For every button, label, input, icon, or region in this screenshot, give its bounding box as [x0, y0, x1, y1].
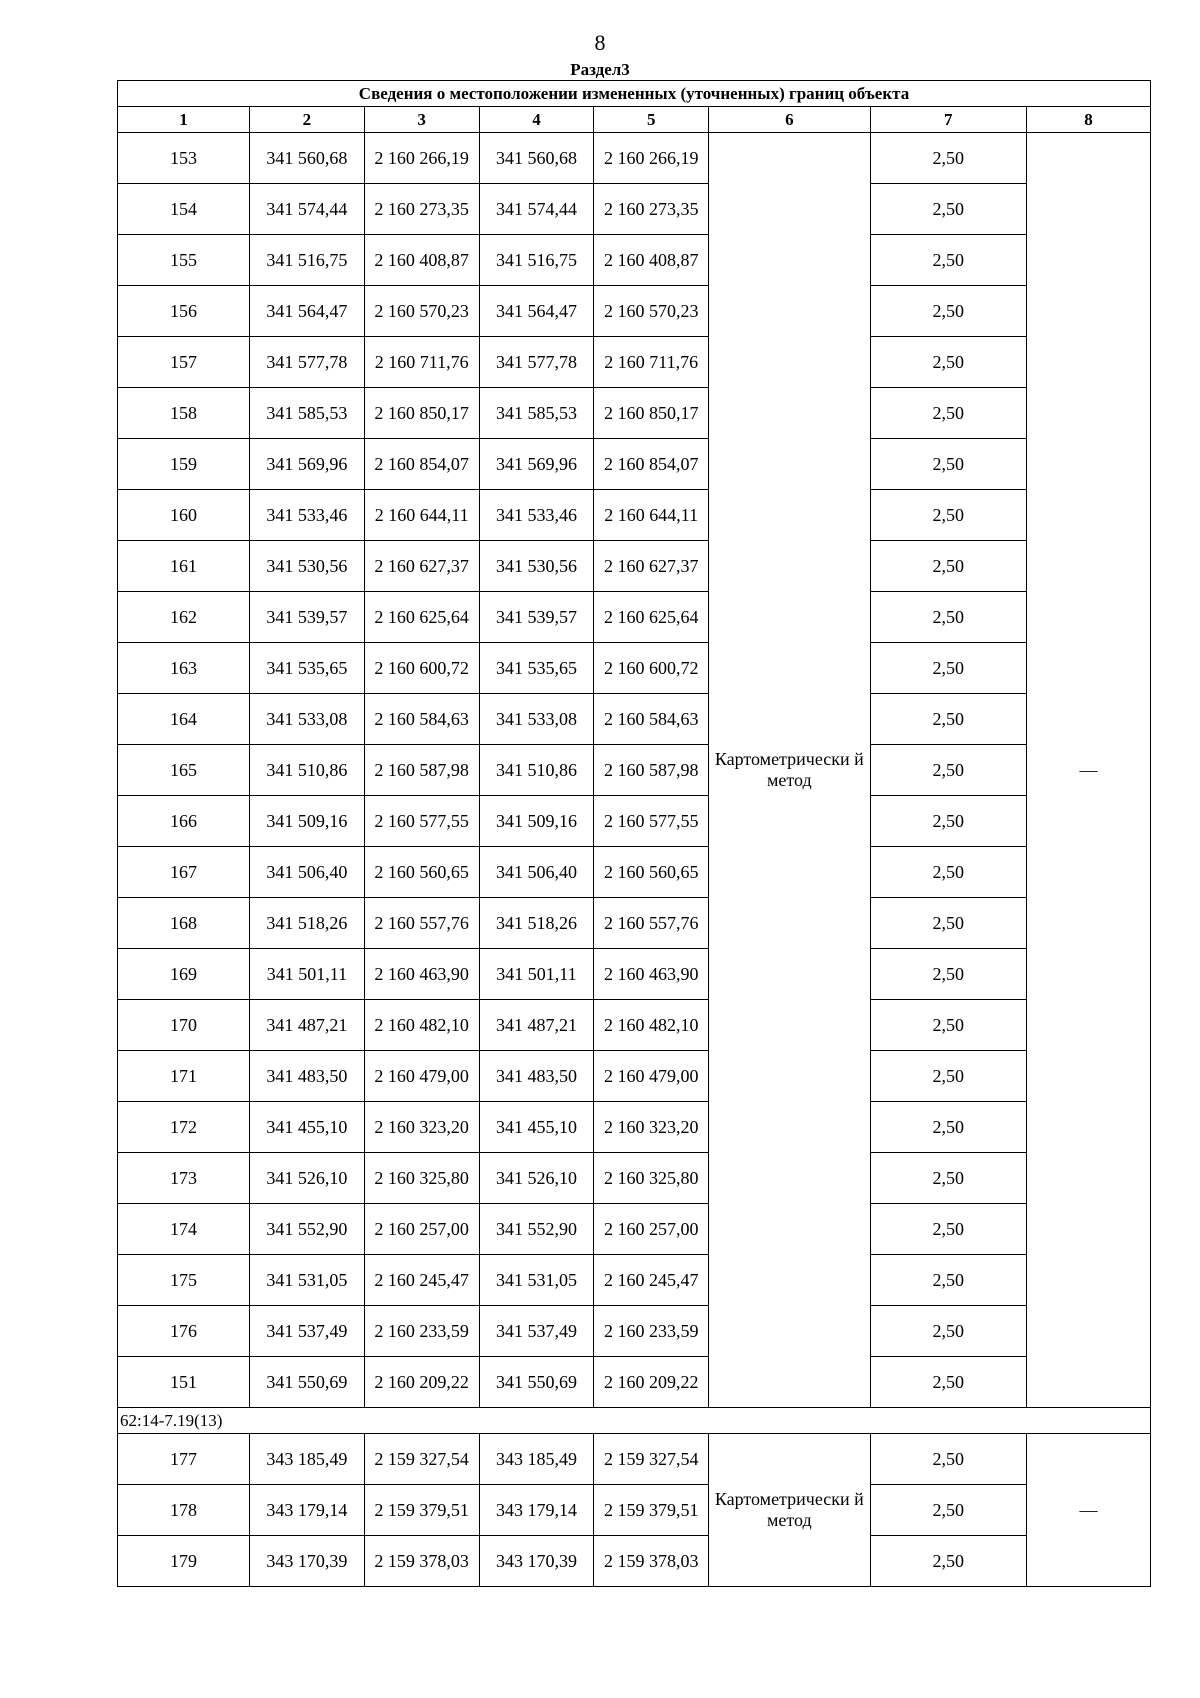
table-row	[118, 694, 1151, 745]
coord-y-existing: 2 160 273,35	[364, 184, 479, 235]
note-cell: —	[1026, 1434, 1150, 1587]
table-row	[118, 541, 1151, 592]
coord-x-existing: 341 564,47	[250, 286, 365, 337]
coord-x-refined: 341 552,90	[479, 1204, 594, 1255]
point-number: 158	[118, 388, 250, 439]
point-number: 170	[118, 1000, 250, 1051]
coord-x-existing: 341 552,90	[250, 1204, 365, 1255]
coord-x-refined: 341 518,26	[479, 898, 594, 949]
point-number: 155	[118, 235, 250, 286]
coord-x-existing: 341 537,49	[250, 1306, 365, 1357]
accuracy-value: 2,50	[870, 1434, 1026, 1485]
coord-y-existing: 2 159 378,03	[364, 1536, 479, 1587]
coord-x-existing: 341 531,05	[250, 1255, 365, 1306]
point-number: 154	[118, 184, 250, 235]
coord-y-refined: 2 160 557,76	[594, 898, 709, 949]
coord-y-refined: 2 160 627,37	[594, 541, 709, 592]
table-row	[118, 490, 1151, 541]
coord-x-existing: 341 569,96	[250, 439, 365, 490]
coord-y-refined: 2 160 209,22	[594, 1357, 709, 1408]
accuracy-value: 2,50	[870, 847, 1026, 898]
coord-y-existing: 2 160 245,47	[364, 1255, 479, 1306]
accuracy-value: 2,50	[870, 490, 1026, 541]
point-number: 179	[118, 1536, 250, 1587]
coord-x-refined: 341 535,65	[479, 643, 594, 694]
point-number: 178	[118, 1485, 250, 1536]
point-number: 167	[118, 847, 250, 898]
table-row	[118, 1434, 1151, 1485]
coord-y-refined: 2 159 378,03	[594, 1536, 709, 1587]
coord-x-existing: 341 560,68	[250, 133, 365, 184]
point-number: 162	[118, 592, 250, 643]
coord-y-existing: 2 159 327,54	[364, 1434, 479, 1485]
accuracy-value: 2,50	[870, 1102, 1026, 1153]
coord-x-existing: 343 170,39	[250, 1536, 365, 1587]
coord-y-refined: 2 160 463,90	[594, 949, 709, 1000]
coord-y-refined: 2 160 479,00	[594, 1051, 709, 1102]
coord-x-refined: 341 577,78	[479, 337, 594, 388]
coord-y-existing: 2 160 325,80	[364, 1153, 479, 1204]
coord-y-existing: 2 160 233,59	[364, 1306, 479, 1357]
accuracy-value: 2,50	[870, 1536, 1026, 1587]
table-row	[118, 1204, 1151, 1255]
accuracy-value: 2,50	[870, 796, 1026, 847]
table-row	[118, 1102, 1151, 1153]
coord-y-refined: 2 160 711,76	[594, 337, 709, 388]
accuracy-value: 2,50	[870, 1204, 1026, 1255]
accuracy-value: 2,50	[870, 1000, 1026, 1051]
column-header: 6	[709, 107, 870, 133]
coord-x-existing: 341 487,21	[250, 1000, 365, 1051]
coord-y-refined: 2 160 408,87	[594, 235, 709, 286]
accuracy-value: 2,50	[870, 1306, 1026, 1357]
accuracy-value: 2,50	[870, 643, 1026, 694]
accuracy-value: 2,50	[870, 1153, 1026, 1204]
coord-y-existing: 2 160 625,64	[364, 592, 479, 643]
accuracy-value: 2,50	[870, 439, 1026, 490]
coord-y-existing: 2 160 627,37	[364, 541, 479, 592]
coord-x-refined: 341 510,86	[479, 745, 594, 796]
coord-y-existing: 2 160 482,10	[364, 1000, 479, 1051]
table-row	[118, 1051, 1151, 1102]
coord-y-existing: 2 160 266,19	[364, 133, 479, 184]
table-row	[118, 1000, 1151, 1051]
coord-x-existing: 341 518,26	[250, 898, 365, 949]
point-number: 153	[118, 133, 250, 184]
accuracy-value: 2,50	[870, 694, 1026, 745]
page-number: 8	[594, 30, 606, 55]
accuracy-value: 2,50	[870, 235, 1026, 286]
coord-x-existing: 341 483,50	[250, 1051, 365, 1102]
coord-x-refined: 341 537,49	[479, 1306, 594, 1357]
coord-x-refined: 341 564,47	[479, 286, 594, 337]
point-number: 177	[118, 1434, 250, 1485]
coord-x-refined: 343 170,39	[479, 1536, 594, 1587]
coord-y-refined: 2 160 273,35	[594, 184, 709, 235]
coord-y-existing: 2 160 587,98	[364, 745, 479, 796]
accuracy-value: 2,50	[870, 286, 1026, 337]
coord-x-existing: 341 455,10	[250, 1102, 365, 1153]
point-number: 166	[118, 796, 250, 847]
coord-y-existing: 2 159 379,51	[364, 1485, 479, 1536]
point-number: 169	[118, 949, 250, 1000]
accuracy-value: 2,50	[870, 949, 1026, 1000]
coord-x-refined: 341 483,50	[479, 1051, 594, 1102]
method-cell: Картометрически й метод	[709, 133, 870, 1408]
point-number: 157	[118, 337, 250, 388]
coord-x-refined: 341 560,68	[479, 133, 594, 184]
coord-y-existing: 2 160 257,00	[364, 1204, 479, 1255]
accuracy-value: 2,50	[870, 388, 1026, 439]
coord-y-refined: 2 160 257,00	[594, 1204, 709, 1255]
point-number: 174	[118, 1204, 250, 1255]
coord-x-refined: 341 539,57	[479, 592, 594, 643]
coord-x-existing: 341 501,11	[250, 949, 365, 1000]
coord-x-existing: 341 585,53	[250, 388, 365, 439]
point-number: 165	[118, 745, 250, 796]
table-row	[118, 439, 1151, 490]
coord-y-refined: 2 160 587,98	[594, 745, 709, 796]
cadastral-label: 62:14-7.19(13)	[118, 1408, 1151, 1434]
coord-x-refined: 341 569,96	[479, 439, 594, 490]
table-row	[118, 1306, 1151, 1357]
coord-y-existing: 2 160 209,22	[364, 1357, 479, 1408]
coord-y-existing: 2 160 644,11	[364, 490, 479, 541]
coord-x-refined: 341 530,56	[479, 541, 594, 592]
coord-x-existing: 341 516,75	[250, 235, 365, 286]
column-header: 2	[250, 107, 365, 133]
column-header: 8	[1026, 107, 1150, 133]
table-row	[118, 592, 1151, 643]
coord-x-existing: 341 539,57	[250, 592, 365, 643]
coord-y-existing: 2 160 560,65	[364, 847, 479, 898]
coord-y-refined: 2 159 327,54	[594, 1434, 709, 1485]
accuracy-value: 2,50	[870, 1051, 1026, 1102]
table-row	[118, 643, 1151, 694]
coord-y-refined: 2 159 379,51	[594, 1485, 709, 1536]
coord-x-existing: 341 509,16	[250, 796, 365, 847]
coord-y-refined: 2 160 245,47	[594, 1255, 709, 1306]
point-number: 159	[118, 439, 250, 490]
coord-y-existing: 2 160 408,87	[364, 235, 479, 286]
coord-x-existing: 341 574,44	[250, 184, 365, 235]
method-cell: Картометрически й метод	[709, 1434, 870, 1587]
table-row	[118, 133, 1151, 184]
table-row	[118, 1357, 1151, 1408]
coord-y-existing: 2 160 323,20	[364, 1102, 479, 1153]
coord-x-existing: 341 535,65	[250, 643, 365, 694]
table-row	[118, 337, 1151, 388]
coord-y-refined: 2 160 560,65	[594, 847, 709, 898]
coord-x-refined: 341 533,08	[479, 694, 594, 745]
table-row	[118, 184, 1151, 235]
point-number: 164	[118, 694, 250, 745]
table-row	[118, 847, 1151, 898]
coord-x-refined: 341 526,10	[479, 1153, 594, 1204]
accuracy-value: 2,50	[870, 1485, 1026, 1536]
coord-y-existing: 2 160 557,76	[364, 898, 479, 949]
table-row	[118, 1153, 1151, 1204]
coord-y-refined: 2 160 325,80	[594, 1153, 709, 1204]
coord-y-existing: 2 160 577,55	[364, 796, 479, 847]
coord-y-existing: 2 160 711,76	[364, 337, 479, 388]
point-number: 163	[118, 643, 250, 694]
coord-x-existing: 343 185,49	[250, 1434, 365, 1485]
accuracy-value: 2,50	[870, 898, 1026, 949]
coord-x-refined: 341 574,44	[479, 184, 594, 235]
accuracy-value: 2,50	[870, 1255, 1026, 1306]
coord-x-refined: 341 531,05	[479, 1255, 594, 1306]
column-header: 4	[479, 107, 594, 133]
coord-y-refined: 2 160 584,63	[594, 694, 709, 745]
column-header: 5	[594, 107, 709, 133]
table-row	[118, 1536, 1151, 1587]
column-header: 1	[118, 107, 250, 133]
coord-x-existing: 341 526,10	[250, 1153, 365, 1204]
accuracy-value: 2,50	[870, 337, 1026, 388]
coord-x-existing: 341 530,56	[250, 541, 365, 592]
point-number: 176	[118, 1306, 250, 1357]
coord-y-refined: 2 160 233,59	[594, 1306, 709, 1357]
coord-x-existing: 341 533,08	[250, 694, 365, 745]
boundary-table	[117, 80, 1151, 1587]
table-row	[118, 388, 1151, 439]
coord-x-existing: 343 179,14	[250, 1485, 365, 1536]
accuracy-value: 2,50	[870, 184, 1026, 235]
accuracy-value: 2,50	[870, 133, 1026, 184]
coord-y-refined: 2 160 600,72	[594, 643, 709, 694]
coord-y-existing: 2 160 479,00	[364, 1051, 479, 1102]
point-number: 173	[118, 1153, 250, 1204]
note-cell: —	[1026, 133, 1150, 1408]
coord-x-refined: 343 179,14	[479, 1485, 594, 1536]
table-row	[118, 1485, 1151, 1536]
coord-y-refined: 2 160 644,11	[594, 490, 709, 541]
accuracy-value: 2,50	[870, 745, 1026, 796]
coord-y-refined: 2 160 323,20	[594, 1102, 709, 1153]
table-row	[118, 796, 1151, 847]
point-number: 175	[118, 1255, 250, 1306]
coord-x-refined: 341 516,75	[479, 235, 594, 286]
coord-x-refined: 341 487,21	[479, 1000, 594, 1051]
coord-x-existing: 341 550,69	[250, 1357, 365, 1408]
coord-y-existing: 2 160 854,07	[364, 439, 479, 490]
point-number: 161	[118, 541, 250, 592]
coord-x-refined: 341 506,40	[479, 847, 594, 898]
coord-y-refined: 2 160 266,19	[594, 133, 709, 184]
accuracy-value: 2,50	[870, 541, 1026, 592]
column-header: 7	[870, 107, 1026, 133]
coord-y-refined: 2 160 570,23	[594, 286, 709, 337]
coord-x-existing: 341 533,46	[250, 490, 365, 541]
accuracy-value: 2,50	[870, 592, 1026, 643]
table-caption: Сведения о местоположении измененных (уточненных) границ объекта	[118, 81, 1151, 107]
coord-x-refined: 343 185,49	[479, 1434, 594, 1485]
table-row	[118, 235, 1151, 286]
coord-x-refined: 341 455,10	[479, 1102, 594, 1153]
coord-y-refined: 2 160 850,17	[594, 388, 709, 439]
coord-y-existing: 2 160 584,63	[364, 694, 479, 745]
coord-x-existing: 341 506,40	[250, 847, 365, 898]
coord-x-refined: 341 501,11	[479, 949, 594, 1000]
table-row	[118, 898, 1151, 949]
coord-y-existing: 2 160 850,17	[364, 388, 479, 439]
accuracy-value: 2,50	[870, 1357, 1026, 1408]
group-row	[118, 1408, 1151, 1434]
coord-x-refined: 341 585,53	[479, 388, 594, 439]
point-number: 168	[118, 898, 250, 949]
point-number: 151	[118, 1357, 250, 1408]
coord-y-existing: 2 160 463,90	[364, 949, 479, 1000]
point-number: 160	[118, 490, 250, 541]
coord-x-refined: 341 550,69	[479, 1357, 594, 1408]
table-row	[118, 745, 1151, 796]
coord-y-refined: 2 160 854,07	[594, 439, 709, 490]
table-row	[118, 949, 1151, 1000]
table-row	[118, 286, 1151, 337]
coord-y-existing: 2 160 570,23	[364, 286, 479, 337]
point-number: 172	[118, 1102, 250, 1153]
coord-x-refined: 341 509,16	[479, 796, 594, 847]
coord-x-existing: 341 577,78	[250, 337, 365, 388]
coord-y-refined: 2 160 625,64	[594, 592, 709, 643]
coord-y-refined: 2 160 577,55	[594, 796, 709, 847]
point-number: 156	[118, 286, 250, 337]
coord-x-refined: 341 533,46	[479, 490, 594, 541]
table-row	[118, 1255, 1151, 1306]
coord-x-existing: 341 510,86	[250, 745, 365, 796]
coord-y-existing: 2 160 600,72	[364, 643, 479, 694]
point-number: 171	[118, 1051, 250, 1102]
column-header: 3	[364, 107, 479, 133]
section-title: Раздел3	[570, 60, 630, 79]
coord-y-refined: 2 160 482,10	[594, 1000, 709, 1051]
